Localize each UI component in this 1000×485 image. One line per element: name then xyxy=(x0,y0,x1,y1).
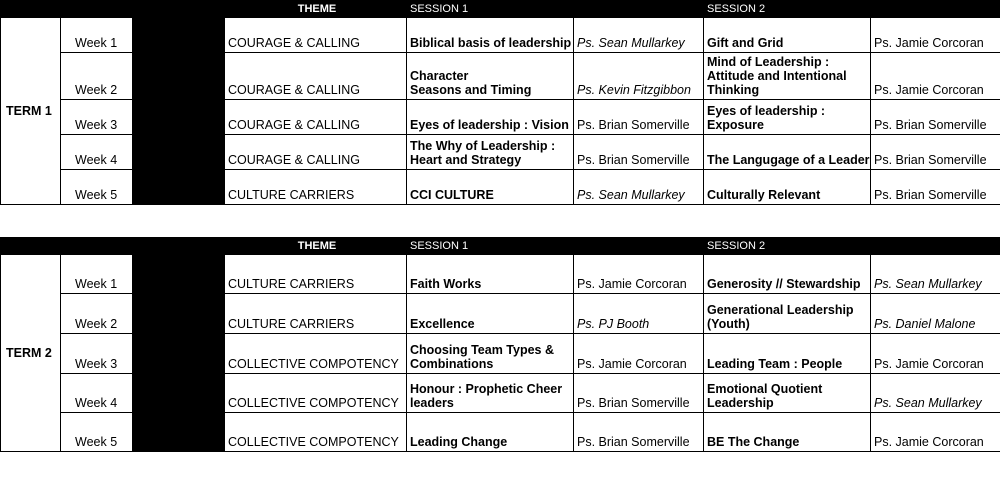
theme-cell: COLLECTIVE COMPOTENCY xyxy=(225,334,407,374)
term-2-header-row xyxy=(1,238,1000,255)
session2-speaker: Ps. Sean Mullarkey xyxy=(871,374,1000,413)
week-label: Week 2 xyxy=(61,294,133,334)
session2-title: Culturally Relevant xyxy=(704,170,871,205)
session1-speaker: Ps. Jamie Corcoran xyxy=(574,334,704,374)
session2-speaker: Ps. Jamie Corcoran xyxy=(871,334,1000,374)
session1-speaker: Ps. PJ Booth xyxy=(574,294,704,334)
theme-cell: CULTURE CARRIERS xyxy=(225,294,407,334)
theme-cell: CULTURE CARRIERS xyxy=(225,255,407,294)
session2-speaker: Ps. Sean Mullarkey xyxy=(871,255,1000,294)
session1-header: SESSION 1 xyxy=(407,1,574,18)
session2-title: Leading Team : People xyxy=(704,334,871,374)
session2-header: SESSION 2 xyxy=(704,238,871,255)
session1-speaker: Ps. Brian Somerville xyxy=(574,135,704,170)
session2-speaker: Ps. Brian Somerville xyxy=(871,170,1000,205)
session1-title: Choosing Team Types & Combinations xyxy=(407,334,574,374)
term-2-schedule xyxy=(0,237,1000,452)
blacked-out-column xyxy=(133,18,225,205)
session2-title: Mind of Leadership : Attitude and Intentional Thinking xyxy=(704,53,871,100)
session1-title: Eyes of leadership : Vision xyxy=(407,100,574,135)
week-label: Week 1 xyxy=(61,255,133,294)
session2-speaker: Ps. Jamie Corcoran xyxy=(871,18,1000,53)
session2-speaker: Ps. Brian Somerville xyxy=(871,100,1000,135)
theme-cell: COLLECTIVE COMPOTENCY xyxy=(225,413,407,452)
theme-cell: CULTURE CARRIERS xyxy=(225,170,407,205)
theme-cell: COURAGE & CALLING xyxy=(225,18,407,53)
session2-title: Gift and Grid xyxy=(704,18,871,53)
session1-title: Faith Works xyxy=(407,255,574,294)
session1-speaker: Ps. Brian Somerville xyxy=(574,374,704,413)
session2-speaker: Ps. Brian Somerville xyxy=(871,135,1000,170)
session1-title: Excellence xyxy=(407,294,574,334)
session2-header: SESSION 2 xyxy=(704,1,871,18)
session2-title: BE The Change xyxy=(704,413,871,452)
term-1-table xyxy=(0,0,1000,205)
term-1-header-row xyxy=(1,1,1000,18)
theme-header: THEME xyxy=(225,238,407,255)
theme-cell: COURAGE & CALLING xyxy=(225,100,407,135)
week-label: Week 5 xyxy=(61,413,133,452)
session2-title: Generational Leadership (Youth) xyxy=(704,294,871,334)
session2-title: Emotional Quotient Leadership xyxy=(704,374,871,413)
session1-speaker: Ps. Sean Mullarkey xyxy=(574,170,704,205)
week-label: Week 4 xyxy=(61,374,133,413)
session1-title: Character Seasons and Timing xyxy=(407,53,574,100)
session1-header: SESSION 1 xyxy=(407,238,574,255)
session2-speaker: Ps. Jamie Corcoran xyxy=(871,53,1000,100)
session1-title: Leading Change xyxy=(407,413,574,452)
session1-title: The Why of Leadership : Heart and Strategy xyxy=(407,135,574,170)
session2-title: The Langugage of a Leader xyxy=(704,135,871,170)
theme-header: THEME xyxy=(225,1,407,18)
week-label: Week 3 xyxy=(61,100,133,135)
session2-title: Eyes of leadership : Exposure xyxy=(704,100,871,135)
session1-speaker: Ps. Kevin Fitzgibbon xyxy=(574,53,704,100)
week-label: Week 5 xyxy=(61,170,133,205)
term-1-schedule xyxy=(0,0,1000,205)
week-label: Week 4 xyxy=(61,135,133,170)
term-2-table xyxy=(0,237,1000,452)
term-label: TERM 1 xyxy=(1,18,61,205)
term-label: TERM 2 xyxy=(1,255,61,452)
session2-speaker: Ps. Jamie Corcoran xyxy=(871,413,1000,452)
theme-cell: COURAGE & CALLING xyxy=(225,53,407,100)
session1-title: CCI CULTURE xyxy=(407,170,574,205)
session2-title: Generosity // Stewardship xyxy=(704,255,871,294)
week-label: Week 3 xyxy=(61,334,133,374)
session1-speaker: Ps. Brian Somerville xyxy=(574,413,704,452)
theme-cell: COURAGE & CALLING xyxy=(225,135,407,170)
session1-title: Honour : Prophetic Cheer leaders xyxy=(407,374,574,413)
session1-speaker: Ps. Jamie Corcoran xyxy=(574,255,704,294)
session1-title: Biblical basis of leadership xyxy=(407,18,574,53)
blacked-out-column xyxy=(133,255,225,452)
week-label: Week 1 xyxy=(61,18,133,53)
table-row xyxy=(1,18,1000,53)
week-label: Week 2 xyxy=(61,53,133,100)
session1-speaker: Ps. Sean Mullarkey xyxy=(574,18,704,53)
table-row xyxy=(1,255,1000,294)
session1-speaker: Ps. Brian Somerville xyxy=(574,100,704,135)
session2-speaker: Ps. Daniel Malone xyxy=(871,294,1000,334)
theme-cell: COLLECTIVE COMPOTENCY xyxy=(225,374,407,413)
